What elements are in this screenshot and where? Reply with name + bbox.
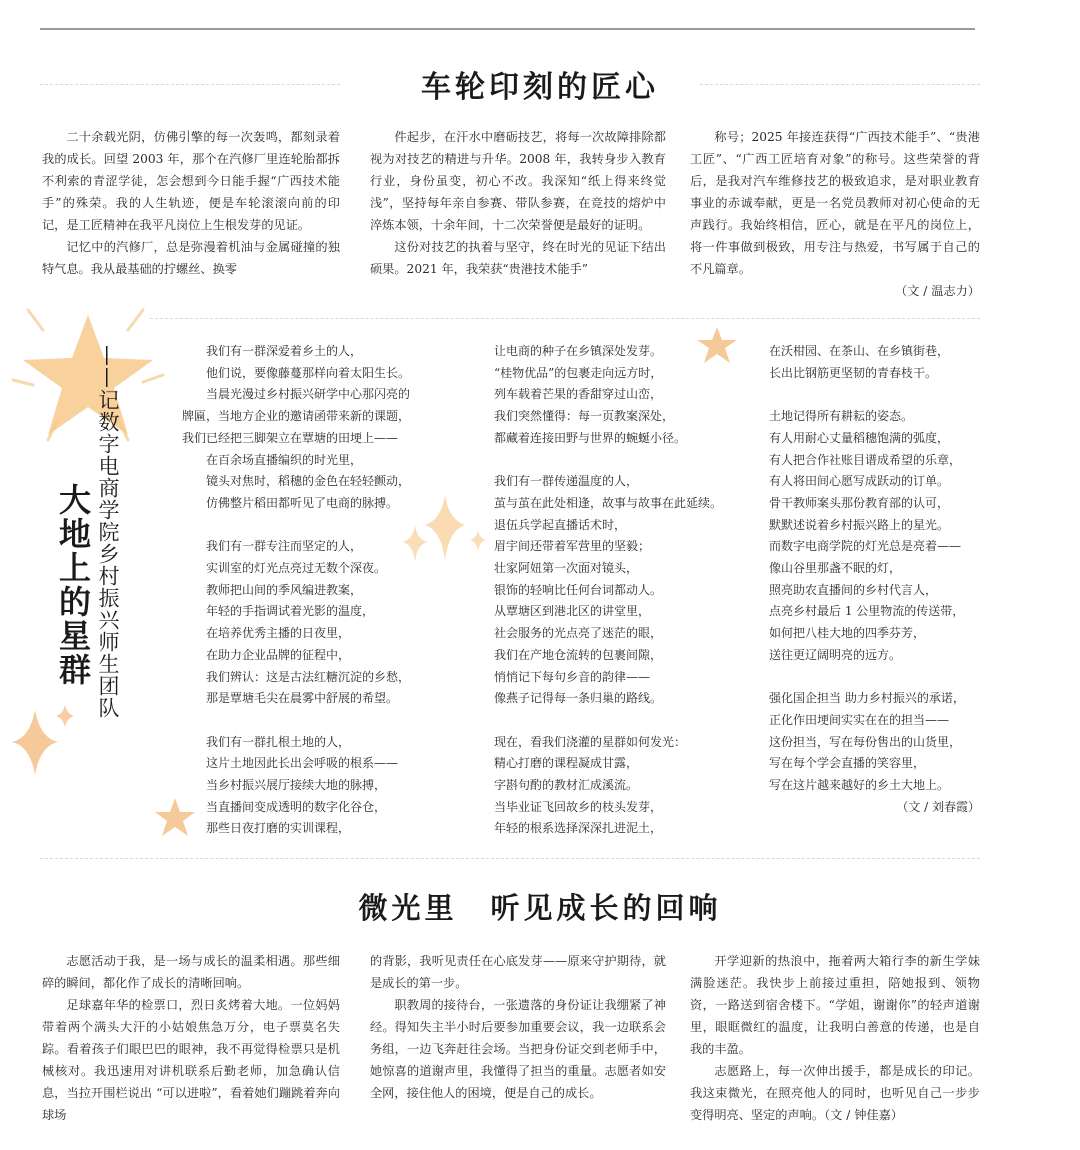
poem-line: 写在这片越来越好的乡土大地上。	[769, 778, 950, 793]
paragraph: 志愿活动于我，是一场与成长的温柔相遇。那些细碎的瞬间，都化作了成长的清晰回响。	[42, 954, 340, 990]
paragraph: 件起步，在汗水中磨砺技艺，将每一次故障排除都视为对技艺的精进与升华。2008 年，我转身步入教育行业，身份虽变，初心不改。我深知“纸上得来终觉浅”，坚持每年亲自参赛、带队参赛，在竞技的熔炉中淬炼本领，十余年间，十二次荣誉便是最好的证明。	[370, 130, 666, 232]
title-rule-right	[700, 84, 980, 85]
poem-line: 这片土地因此长出会呼吸的根系——	[206, 756, 399, 771]
poem-line: 社会服务的光点亮了迷茫的眼，	[494, 626, 663, 641]
poem-line: 那些日夜打磨的实训课程，	[206, 821, 351, 836]
poem-line: 土地记得所有耕耘的姿态。	[769, 409, 914, 424]
paragraph: 职教周的接待台，一张遗落的身份证让我绷紧了神经。得知失主半小时后要参加重要会议，我一边联系会务组，一边飞奔赶往会场。当把身份证交到老师手中，她惊喜的道谢声里，我懂得了担当的重量。志愿者如安全网，接住他人的困境，便是自己的成长。	[370, 998, 666, 1100]
poem-line: 长出比钢筋更坚韧的青春枝干。	[769, 365, 938, 380]
poem-line: 让电商的种子在乡镇深处发芽。	[494, 344, 663, 358]
poem-line: 这份担当，写在每份售出的山货里，	[769, 734, 962, 749]
poem-line: 有人把合作社账目谱成希望的乐章，	[769, 452, 962, 467]
paragraph: 这份对技艺的执着与坚守，终在时光的见证下结出硕果。2021 年，我荣获“贵港技术能手”	[370, 240, 666, 276]
stanza-gap	[182, 710, 472, 732]
section-divider-1	[150, 318, 980, 319]
article1-column-2	[370, 126, 666, 280]
paragraph: 记忆中的汽修厂，总是弥漫着机油与金属碰撞的独特气息。我从最基础的拧螺丝、换零	[42, 240, 340, 276]
poem-line: 从覃塘区到港北区的讲堂里，	[494, 604, 651, 619]
byline: （文 / 温志力）	[895, 284, 980, 298]
stanza-gap	[182, 515, 472, 537]
poem-line: 镜头对焦时，稻穗的金色在轻轻颤动，	[206, 474, 411, 489]
poem-line: 壮家阿妞第一次面对镜头，	[494, 561, 639, 576]
poem-line: 强化国企担当 助力乡村振兴的承诺，	[769, 691, 965, 706]
sparkle-star-icon	[10, 700, 80, 780]
paragraph: 开学迎新的热浪中，拖着两大箱行李的新生学妹满脸迷茫。我快步上前接过重担，陪她报到、领物资，一路送到宿舍楼下。“学姐，谢谢你”的轻声道谢里，眼眶微红的温度，让我明白善意的传递，也是自我的丰盈。	[690, 954, 980, 1056]
poem-line: 列车载着芒果的香甜穿过山峦，	[494, 387, 663, 402]
poem-line: 在沃柑园、在茶山、在乡镇街巷，	[769, 344, 950, 358]
section-divider-2	[40, 858, 980, 859]
subtitle-dash: ——	[96, 345, 120, 389]
article3-column-1	[42, 950, 340, 1126]
poem-line: 照亮助农直播间的乡村代言人，	[769, 582, 938, 597]
top-rule	[40, 28, 975, 30]
poem-line: 骨干教师案头那份教育部的认可，	[769, 495, 950, 510]
poem-line: 我们有一群深爱着乡土的人，	[206, 344, 363, 358]
poem-line: 悄悄记下每句乡音的韵律——	[494, 669, 651, 684]
article3-column-3	[690, 950, 980, 1126]
poem-line: 眉宇间还带着军营里的坚毅；	[494, 539, 651, 554]
paragraph: 称号；2025 年接连获得“广西技术能手”、“贵港工匠”、“广西工匠培育对象”的称号。这些荣誉的背后，是我对汽车维修技艺的极致追求，是对职业教育事业的赤诚奉献，更是一名党员教师对初心使命的无声践行。我始终相信，匠心，就是在平凡的岗位上，将一件事做到极致，用专注与热爱，书写属于自己的不凡篇章。	[690, 130, 980, 276]
poem-line: 默默述说着乡村振兴路上的星光。	[769, 517, 950, 532]
poem-line: 年轻的手指调试着光影的温度，	[206, 604, 375, 619]
article3-title: 微光里 听见成长的回响	[358, 891, 722, 925]
poem-line: 我们突然懂得：每一页教案深处，	[494, 409, 675, 424]
poem-line: 有人将田间心愿写成跃动的订单。	[769, 474, 950, 489]
stanza-gap	[470, 710, 755, 732]
article2-poem-column-3	[745, 341, 980, 818]
paragraph: 志愿路上，每一次伸出援手，都是成长的印记。我这束微光，在照亮他人的同时，也听见自己一步步变得明亮、坚定的声响。（文 / 钟佳嘉）	[690, 1064, 980, 1122]
poem-line: 像燕子记得每一条归巢的路线。	[494, 691, 663, 706]
article1-title: 车轮印刻的匠心	[421, 70, 659, 105]
title-rule-left	[40, 84, 340, 85]
article1-column-3	[690, 126, 980, 302]
stanza-gap	[470, 450, 755, 472]
stanza-gap	[745, 384, 980, 406]
article2-poem-column-2	[470, 341, 755, 840]
poem-line: 仿佛整片稻田都听见了电商的脉搏。	[206, 495, 399, 510]
paragraph: 二十余载光阴，仿佛引擎的每一次轰鸣，都刻录着我的成长。回望 2003 年，那个在汽修厂里连轮胎都拆不利索的青涩学徒，怎会想到今日能手握“广西技术能手”的殊荣。我的人生轨迹，便是车轮滚滚向前的印记，是工匠精神在我平凡岗位上生根发芽的见证。	[42, 130, 340, 232]
poem-line: 实训室的灯光点亮过无数个深夜。	[206, 561, 387, 576]
poem-line: 而数字电商学院的灯光总是亮着——	[769, 539, 962, 554]
poem-line: 写在每个学会直播的笑容里，	[769, 756, 926, 771]
poem-line: 当乡村振兴展厅接续大地的脉搏，	[206, 778, 387, 793]
article2-poem-column-1	[182, 341, 472, 840]
poem-line: 我们辨认：这是古法红糖沉淀的乡愁，	[206, 669, 411, 684]
byline: （文 / 刘春霞）	[896, 799, 980, 814]
poem-line: 在百余场直播编织的时光里，	[206, 452, 363, 467]
poem-line: 当毕业证飞回故乡的枝头发芽，	[494, 799, 663, 814]
poem-line: 当晨光漫过乡村振兴研学中心那闪亮的	[206, 387, 411, 402]
poem-line: 他们说，要像藤蔓那样向着太阳生长。	[206, 365, 411, 380]
poem-line: 茧与茧在此处相逢，故事与故事在此延续。	[494, 495, 723, 510]
article2-title: 大地上的星群	[54, 483, 92, 687]
poem-line: 教师把山间的季风编进教案，	[206, 582, 363, 597]
poem-line: 送往更辽阔明亮的远方。	[769, 647, 902, 662]
article1-column-1	[42, 126, 340, 280]
poem-line: 如何把八桂大地的四季芬芳，	[769, 626, 926, 641]
poem-line: 我们有一群传递温度的人，	[494, 474, 639, 489]
poem-line: “桂物优品”的包裹走向远方时，	[494, 365, 663, 380]
poem-line: 在培养优秀主播的日夜里，	[206, 626, 351, 641]
poem-line: 正化作田埂间实实在在的担当——	[769, 712, 950, 727]
poem-line: 像山谷里那盏不眠的灯，	[769, 561, 902, 576]
poem-line: 当直播间变成透明的数字化谷仓，	[206, 799, 387, 814]
poem-line: 字斟句酌的教材汇成溪流。	[494, 778, 639, 793]
poem-line: 年轻的根系选择深深扎进泥土，	[494, 821, 663, 836]
poem-line: 我们在产地仓流转的包裹间隙，	[494, 647, 663, 662]
big-star-icon	[8, 300, 168, 450]
poem-line: 点亮乡村最后 1 公里物流的传送带，	[769, 604, 965, 619]
poem-line: 我们有一群扎根土地的人，	[206, 734, 351, 749]
stanza-gap	[745, 667, 980, 689]
poem-line: 牌匾，当地方企业的邀请函带来新的课题，	[182, 409, 411, 424]
poem-line: 有人用耐心丈量稻穗饱满的弧度，	[769, 430, 950, 445]
poem-line: 退伍兵学起直播话术时，	[494, 517, 627, 532]
article2-subtitle: ——记数字电商学院乡村振兴师生团队	[96, 345, 120, 719]
poem-line: 那是覃塘毛尖在晨雾中舒展的希望。	[206, 691, 399, 706]
poem-line: 我们已经把三脚架立在覃塘的田埂上——	[182, 430, 399, 445]
article3-column-2	[370, 950, 666, 1104]
paragraph: 的背影，我听见责任在心底发芽——原来守护期待，就是成长的第一步。	[370, 954, 666, 990]
paragraph: 足球嘉年华的检票口，烈日炙烤着大地。一位妈妈带着两个满头大汗的小姑娘焦急万分，电子票莫名失踪。看着孩子们眼巴巴的眼神，我不再觉得检票只是机械核对。我迅速用对讲机联系后勤老师，加急确认信息，当拉开围栏说出 “可以进啦”，看着她们蹦跳着奔向球场	[42, 998, 340, 1122]
poem-line: 精心打磨的课程凝成甘露，	[494, 756, 639, 771]
poem-line: 我们有一群专注而坚定的人，	[206, 539, 363, 554]
poem-line: 都藏着连接田野与世界的蜿蜒小径。	[494, 430, 687, 445]
poem-line: 银饰的轻响比任何台词都动人。	[494, 582, 663, 597]
poem-line: 现在，看我们浇灌的星群如何发光：	[494, 734, 687, 749]
poem-line: 在助力企业品牌的征程中，	[206, 647, 351, 662]
